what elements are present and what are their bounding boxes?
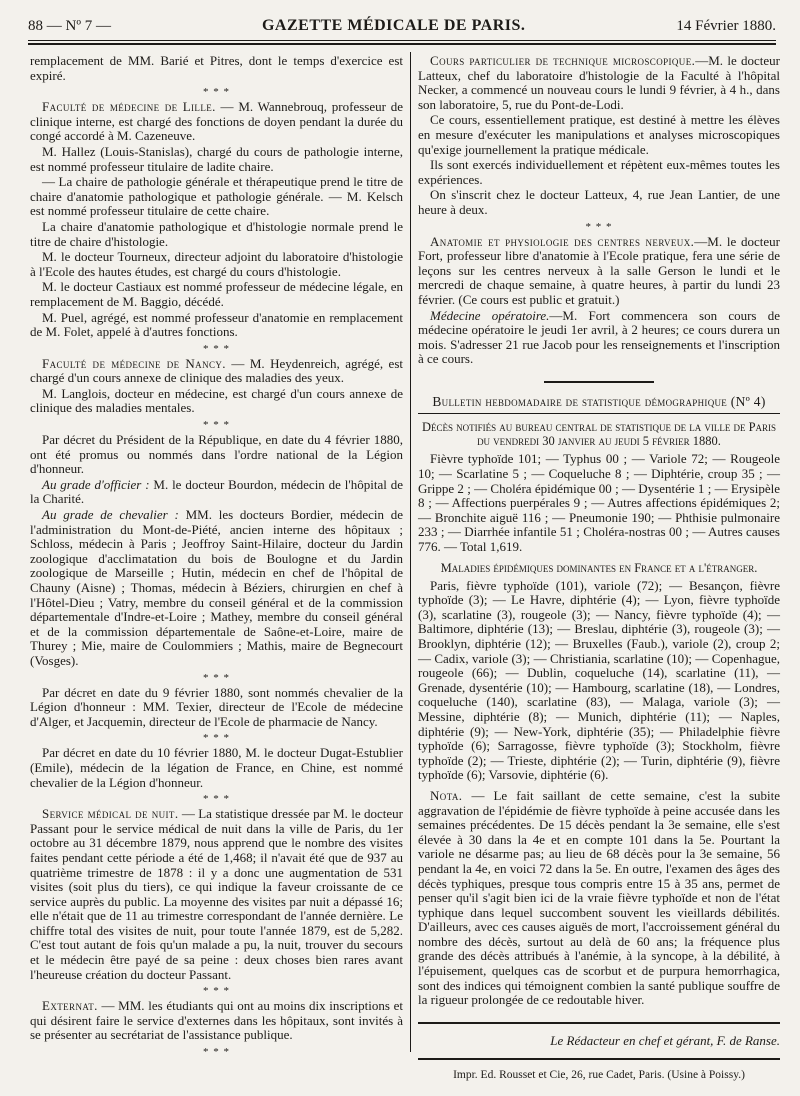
cours-paragraph: Ce cours, essentiellement pratique, est destiné à mettre les élèves en mesure d'exécuter les manipulations et analyses microscopiques qu'exige journellement la pratique médicale. bbox=[418, 112, 780, 157]
section-separator: * * * bbox=[203, 86, 230, 99]
medecine-operatoire-label: Médecine opératoire. bbox=[430, 307, 550, 323]
column-divider bbox=[410, 52, 411, 1052]
closing-rule bbox=[418, 1022, 780, 1024]
section-separator: * * * bbox=[585, 220, 613, 233]
cours-text: —M. le docteur Latteux, chef du laboratoire d'histologie de la Faculté à l'hôpital Necker, a commencé un nouveau cours le lundi 9 février, à 4 h., dans son laboratoire, 5, rue du Pont-de-Lodi. bbox=[418, 53, 781, 112]
externat-heading: Externat. bbox=[42, 998, 98, 1014]
lille-paragraph: M. Puel, agrégé, est nommé professeur d'anatomie en remplacement de M. Folet, appelé à d'autres fonctions. bbox=[30, 309, 403, 340]
officier-paragraph bbox=[30, 478, 403, 507]
nota-label: Nota. bbox=[430, 787, 463, 803]
medecine-operatoire-text: —M. Fort commencera son cours de médecine opératoire le jeudi 1er avril, à 2 heures; ce cours durera un mois. S'adresser 21 rue Jacob pour les renseignements et l'inscription à ce cours. bbox=[418, 307, 781, 367]
right-column bbox=[418, 54, 780, 1083]
lille-paragraph: M. le docteur Castiaux est nommé professeur de médecine légale, en remplacement de M. Baggio, décédé. bbox=[30, 279, 403, 309]
nancy-text: — M. Heydenreich, agrégé, est chargé d'un cours annexe de clinique des maladies des yeux. bbox=[30, 355, 403, 386]
lille-paragraph: M. le docteur Tourneux, directeur adjoint du laboratoire d'histologie à l'Ecole des hautes études, est chargé du cours d'histologie. bbox=[30, 249, 403, 279]
medecine-operatoire-paragraph bbox=[418, 309, 780, 367]
lille-heading: Faculté de médecine de Lille. bbox=[42, 99, 216, 115]
nota-paragraph bbox=[418, 789, 780, 1008]
section-separator: * * * bbox=[203, 732, 230, 745]
anatomie-article bbox=[418, 235, 780, 308]
cours-paragraph: Ils sont exercés individuellement et répètent eux-mêmes toutes les expériences. bbox=[418, 157, 780, 187]
anatomie-heading: Anatomie et physiologie des centres nerveux. bbox=[430, 233, 695, 249]
left-column bbox=[30, 54, 403, 1060]
imprint-rule bbox=[418, 1058, 780, 1060]
lille-paragraph: La chaire d'anatomie pathologique et d'histologie normale prend le titre de chaire d'histologie. bbox=[30, 218, 403, 249]
article-intro: remplacement de MM. Barié et Pitres, dont le temps d'exercice est expiré. bbox=[30, 53, 403, 83]
maladies-title: Maladies épidémiques dominantes en France et a l'étranger. bbox=[440, 560, 758, 575]
decret-paragraph: Par décret en date du 10 février 1880, M. le docteur Dugat-Estublier (Emile), médecin de la légation de France, en Chine, est nommé chevalier de la Légion d'honneur. bbox=[30, 745, 403, 790]
printer-imprint: Impr. Ed. Rousset et Cie, 26, rue Cadet, Paris. (Usine à Poissy.) bbox=[453, 1069, 745, 1082]
lille-article bbox=[30, 100, 403, 144]
nuit-text: — La statistique dressée par M. le docteur Passant pour le service médical de nuit dans la ville de Paris, du 1er octobre au 31 décembre 1879, nous apprend que le nombre des visites faites pendant cette période a été de 1,468; il n'avait été que de 937 au quatrième trimestre de 1878 : il y a donc une augmentation de 531 visites (soit plus du tiers), ce qui indique la faveur croissante de ce service auprès du public. La moyenne des visites par nuit a dépassé 16; elle n'était que de 11 au trimestre correspondant de l'année dernière. Le chiffre total des visites de nuit, pour toute l'année 1879, est de 5,282. C'est tout autant de fois qu'un malade a pu, la nuit, trouver du secours et le médecin être payé de sa peine : deux choses bien rares avant l'heureuse création du docteur Passant. bbox=[30, 806, 403, 982]
officier-label: Au grade d'officier : bbox=[42, 476, 150, 492]
nuit-article bbox=[30, 807, 403, 982]
lille-text: — M. Wannebrouq, professeur de clinique interne, est chargé des fonctions de doyen pendant la durée du congé accordé à M. Cazeneuve. bbox=[30, 99, 403, 144]
chevalier-label: Au grade de chevalier : bbox=[42, 507, 179, 523]
cours-paragraph: On s'inscrit chez le docteur Latteux, 4, rue Jean Lantier, de une heure à deux. bbox=[418, 187, 780, 217]
journal-title: GAZETTE MÉDICALE DE PARIS. bbox=[261, 17, 526, 34]
header-rule-double bbox=[28, 43, 776, 45]
externat-text: — MM. les étudiants qui ont au moins dix inscriptions et qui désirent faire le service d'externes dans les hôpitaux, sont invités à se présenter au secrétariat de l'assistance publique. bbox=[30, 998, 403, 1043]
deces-list: Fièvre typhoïde 101; — Typhus 00 ; — Variole 72; — Rougeole 10; — Scarlatine 5 ; — Coqueluche 8 ; — Diphtérie, croup 35 ; — Grippe 2 ; — Choléra épidémique 00 ; — Dysentérie 1 ; — Erysipèle 8 ; — Affections puerpérales 9 ; — Autres affections épidémiques 2; — Bronchite aiguë 116 ; — Pneumonie 190; — Phthisie pulmonaire 233 ; — Diarrhée infantile 51 ; Choléra-nostras 00 ; — Autres causes 776. — Total 1,619. bbox=[418, 451, 780, 555]
decret-paragraph: Par décret du Président de la République, en date du 4 février 1880, ont été promus ou nommés dans l'ordre national de la Légion d'honneur. bbox=[30, 432, 403, 477]
anatomie-text: —M. le docteur Fort, professeur libre d'anatomie à l'Ecole pratique, fera une série de leçons sur les centres nerveux à la salle Gerson le lundi et le mercredi de chaque semaine, à quatre heures, à partir du lundi 23 février. (Ce cours est public et gratuit.) bbox=[418, 233, 780, 307]
nancy-heading: Faculté de médecine de Nancy. bbox=[42, 355, 226, 371]
lille-paragraph: — La chaire de pathologie générale et thérapeutique prend le titre de chaire d'anatomie pathologique et pathologie générale. — M. Kelsch est nommé professeur titulaire de cette chaire. bbox=[30, 174, 403, 219]
externat-article bbox=[30, 999, 403, 1043]
page-number: 88 — Nº 7 — bbox=[28, 17, 111, 34]
section-separator: * * * bbox=[203, 419, 230, 432]
header-rule-thick bbox=[28, 40, 776, 41]
chevalier-text: MM. les docteurs Bordier, médecin de l'administration du Mont-de-Piété, ancien interne des hôpitaux ; Schloss, médecin à Paris ; Jeoffroy Saint-Hilaire, docteur du Jardin zoologique d'acclimatation du bois de Boulogne et du Jardin zoologique de Marseille ; Hutin, médecin en chef de l'hôpital de Chauny (Aisne) ; Thomas, médecin à Béziers, chirurgien en chef à l'Hôtel-Dieu ; Vatry, membre du conseil général et de la commission départementale d'Indre-et-Loire ; Mathey, membre du conseil général et de la commission départementale de Saône-et-Loire, maire de Thurey ; Mie, maire de Coulommiers ; Mathis, maire de Begnecourt (Vosges). bbox=[30, 507, 404, 668]
page-header bbox=[28, 14, 776, 38]
section-separator: * * * bbox=[203, 793, 230, 806]
section-separator: * * * bbox=[203, 671, 230, 684]
cours-heading: Cours particulier de technique microscopique. bbox=[430, 53, 696, 68]
maladies-list: Paris, fièvre typhoïde (101), variole (72); — Besançon, fièvre typhoïde (3); — Le Havre, diphtérie (4); — Lyon, fièvre typhoïde (3), scarlatine (3), rougeole (3); — Nancy, fièvre typhoïde (4); — Baltimore, diphtérie (13); — Breslau, diphtérie (3), rougeole (3); — Brooklyn, diphtérie (12); — Bruxelles (Faub.), variole (2), croup 2; — Cadix, variole (3); — Christiania, scarlatine (10); — Copenhague, rougeole (66); — Dublin, coqueluche (14), scarlatine (11), — Grenade, dysentérie (10); — Hambourg, scarlatine (18), — Londres, coqueluche (140), scarlatine (83), — Malaga, variole (3); — Messine, diphtérie (8); — Munich, diphtérie (11); — Naples, diphtérie (9); — New-York, diphtérie (35); — Philadelphie fièvre typhoïde (6); Sarragosse, fièvre typhoïde (3); Stockholm, fièvre typhoïde (2); — Trieste, diphtérie (2); — Turin, diphtérie (9), fièvre typhoïde (6); Varsovie, diphtérie (6). bbox=[418, 577, 780, 783]
issue-date: 14 Février 1880. bbox=[676, 17, 776, 34]
bulletin-title: Bulletin hebdomadaire de statistique démographique (Nº 4) bbox=[432, 393, 766, 409]
lille-paragraph: M. Hallez (Louis-Stanislas), chargé du cours de pathologie interne, est nommé professeur titulaire de ladite chaire. bbox=[30, 143, 403, 174]
section-separator: * * * bbox=[203, 342, 230, 355]
nancy-paragraph: M. Langlois, docteur en médecine, est chargé d'un cours annexe de clinique des maladies mentales. bbox=[30, 385, 403, 416]
nancy-article bbox=[30, 357, 403, 386]
section-rule bbox=[544, 381, 654, 383]
nota-text: — Le fait saillant de cette semaine, c'est la subite aggravation de l'épidémie de fièvre typhoïde à peine accusée dans les semaines précédentes. De 15 décès pendant la 3e semaine, elle s'est élevée à 30 dans la 4e et en compte 101 dans la 5e. Pourtant la variole ne désarme pas; au lieu de 68 décès pour la 3e semaine, 56 pendant la 4e, en voici 72 dans la 5e. En outre, l'examen des âges des décès typhiques, presque tous compris entre 15 à 35 ans, permet de penser qu'il s'agit bien ici de la vraie fièvre typhoïde et non de l'état typhique dans lequel succombent souvent les vieillards débilités. D'ailleurs, avec ces causes aiguës de mort, l'accroissement général du nombre des décès, surtout au delà de 60 ans; la fréquence plus grande des décès attribués à l'anémie, à la syncope, à la débilité, à l'épuisement, quelques cas de scorbut et de purpura hemorrhagica, sont des indices qui témoignent combien la santé publique souffre de la rigueur prolongée de ce redoutable hiver. bbox=[418, 787, 780, 1008]
bulletin-rule bbox=[418, 413, 780, 414]
nuit-heading: Service médical de nuit. bbox=[42, 806, 179, 822]
decret-paragraph: Par décret en date du 9 février 1880, sont nommés chevalier de la Légion d'honneur : MM. Texier, directeur de l'Ecole de médecine d'Alger, et Jacquemin, directeur de l'Ecole de pharmacie de Nancy. bbox=[30, 684, 403, 729]
cours-article bbox=[418, 54, 780, 112]
officier-text: M. le docteur Bourdon, médecin de l'hôpital de la Charité. bbox=[30, 476, 403, 507]
section-separator: * * * bbox=[203, 985, 230, 998]
section-separator: * * * bbox=[203, 1046, 230, 1059]
editor-signature: Le Rédacteur en chef et gérant, F. de Ranse. bbox=[550, 1032, 780, 1048]
deces-title: Décès notifiés au bureau central de statistique de la ville de Paris du vendredi 30 janvier au jeudi 5 février 1880. bbox=[421, 420, 777, 449]
chevalier-paragraph bbox=[30, 508, 403, 669]
